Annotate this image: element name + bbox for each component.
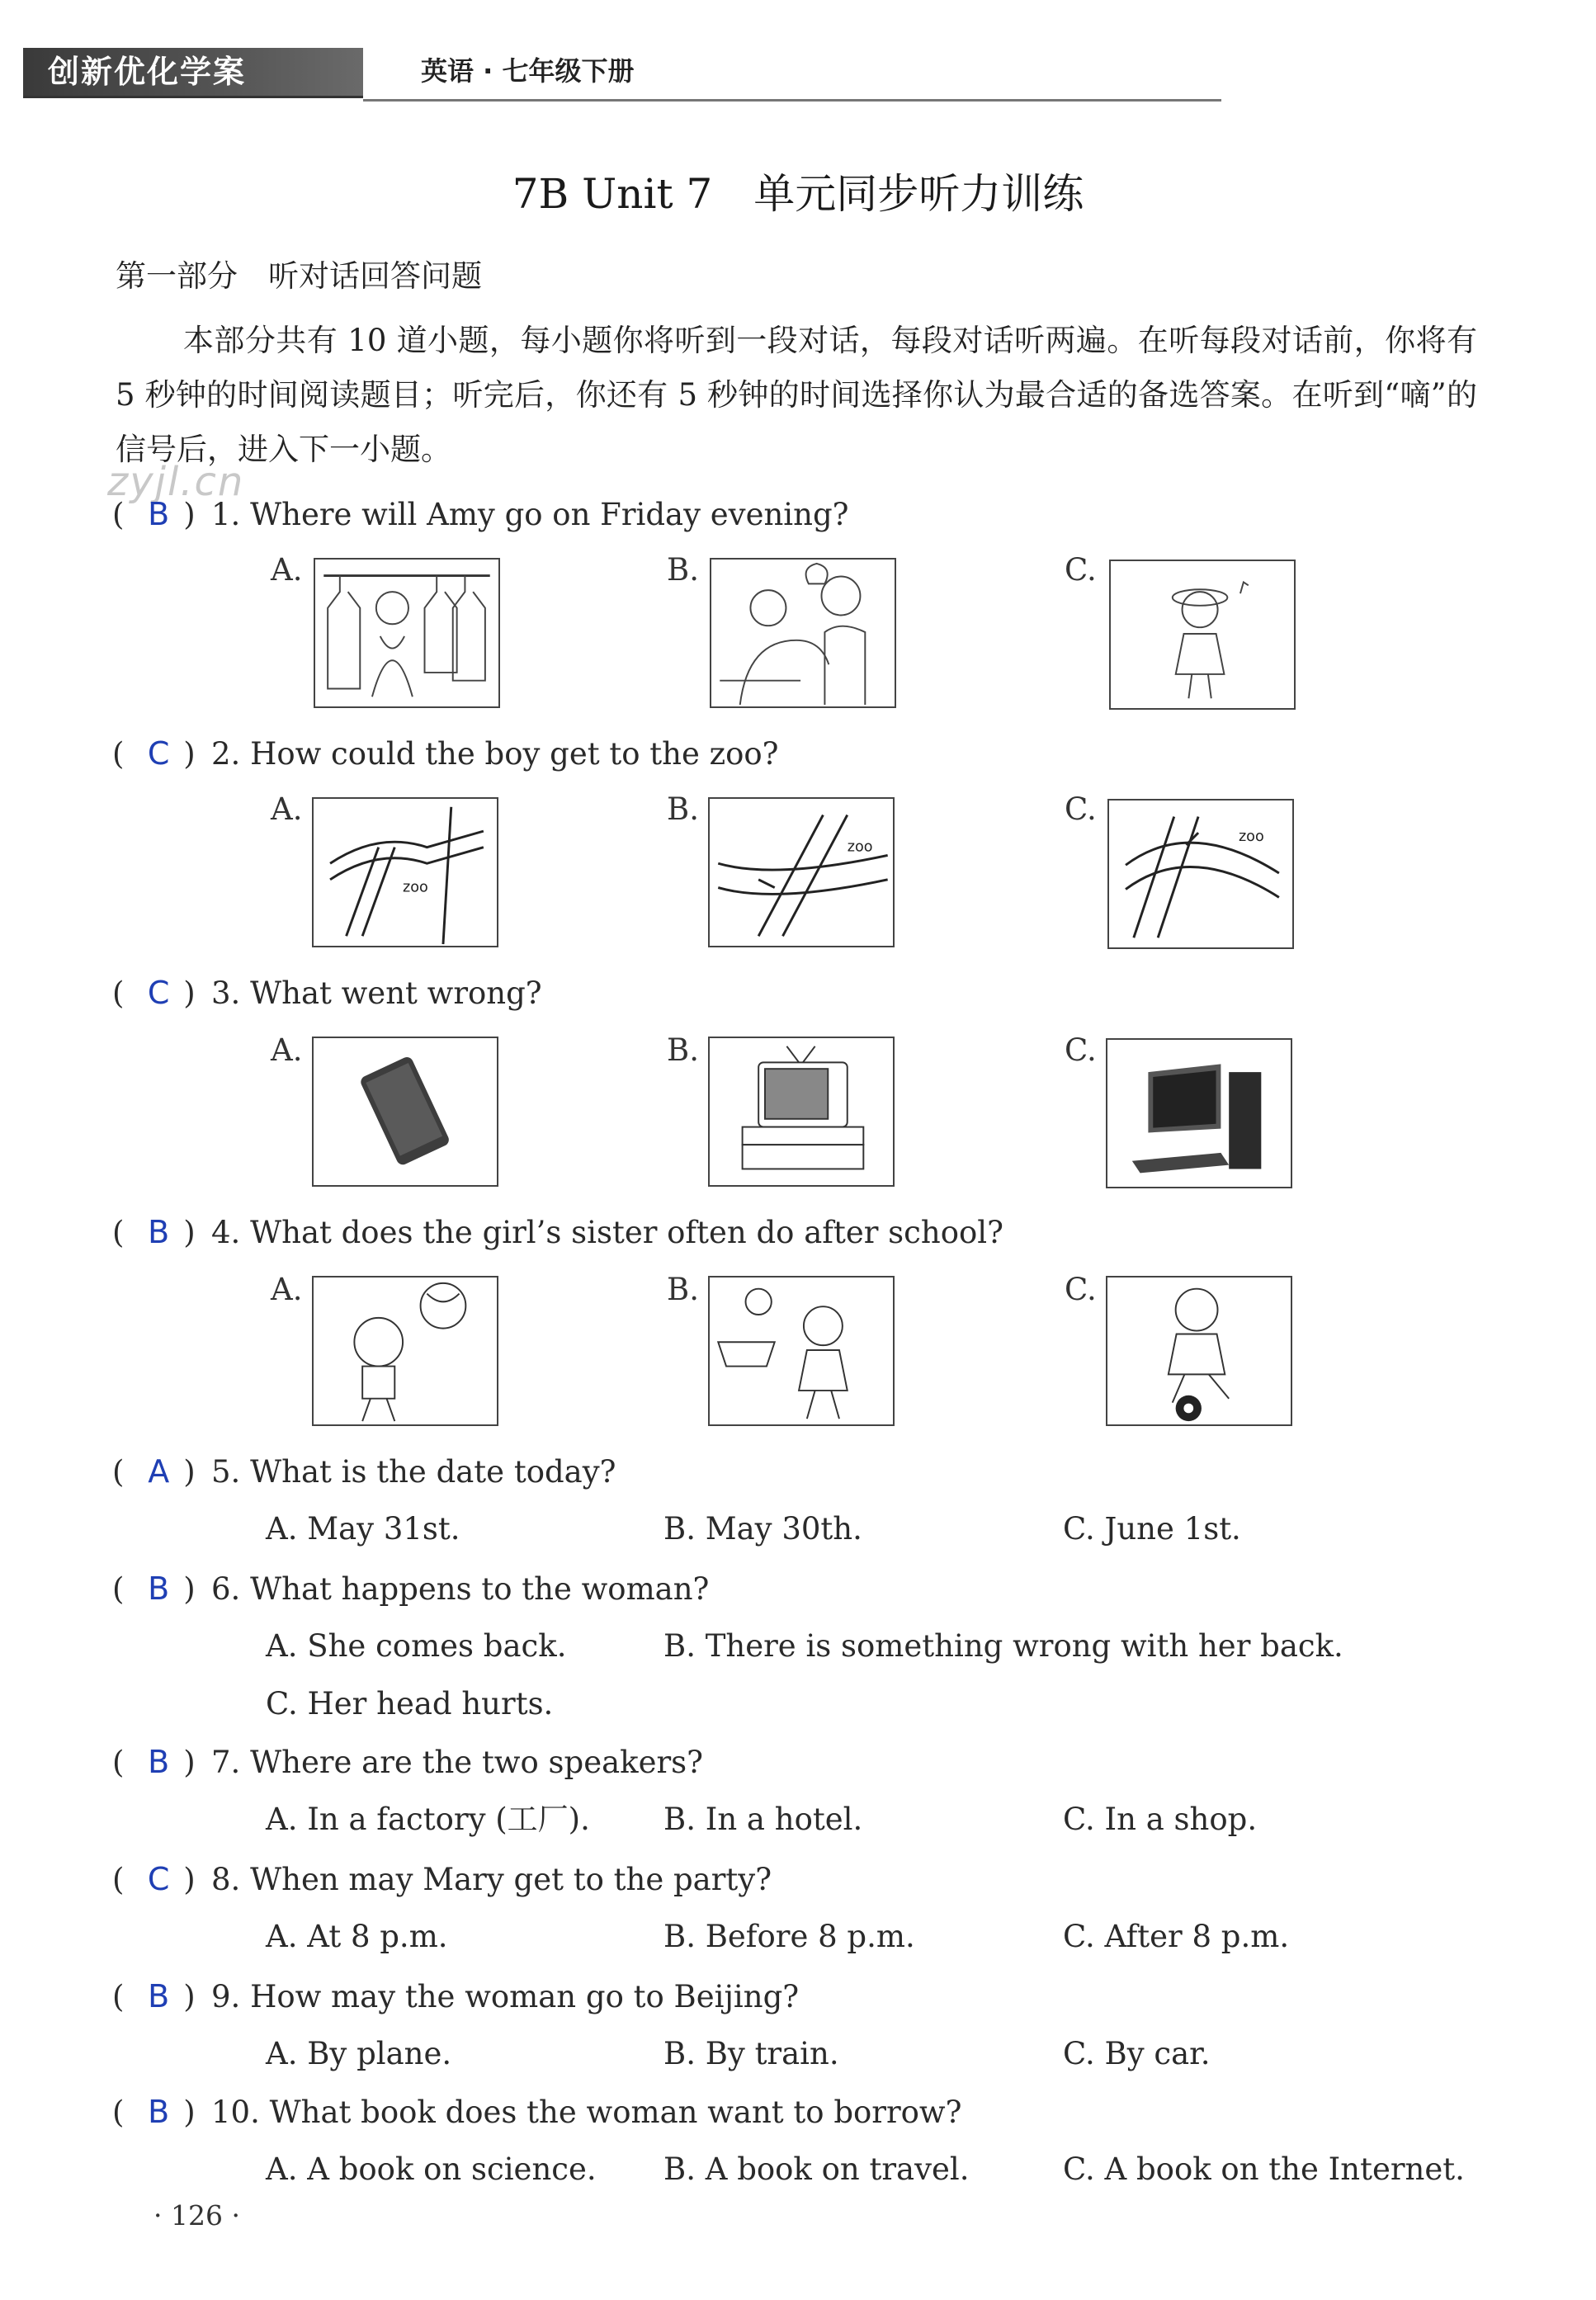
q4-option-b-label: B.	[667, 1272, 699, 1307]
question-8: ( C ) 8. When may Mary get to the party?	[112, 1858, 772, 1901]
q6-option-c: C. Her head hurts.	[266, 1686, 554, 1721]
answer-10: B	[148, 2094, 170, 2130]
svg-text:zoo: zoo	[403, 879, 428, 896]
header-divider	[363, 99, 1221, 102]
answer-5: A	[148, 1453, 170, 1490]
q8-option-a: A. At 8 p.m.	[266, 1919, 448, 1954]
question-7: ( B ) 7. Where are the two speakers?	[112, 1741, 703, 1783]
mobile-phone-icon	[312, 1037, 498, 1187]
football-girl-icon	[1106, 1276, 1292, 1426]
q3-option-b-label: B.	[667, 1032, 699, 1068]
answer-2: C	[147, 735, 170, 772]
answer-3: C	[147, 975, 170, 1011]
basketball-girl-icon	[708, 1276, 895, 1426]
header-divider-dark	[23, 96, 363, 98]
volleyball-girl-icon	[312, 1276, 498, 1426]
question-9: ( B ) 9. How may the woman go to Beijing?	[112, 1976, 799, 2018]
route-map-icon-c	[1107, 799, 1294, 949]
q3-option-a-label: A.	[271, 1032, 303, 1068]
q4-option-c-label: C.	[1065, 1272, 1097, 1307]
answer-7: B	[148, 1744, 170, 1780]
q5-option-a: A. May 31st.	[266, 1511, 460, 1547]
question-1: ( B ) 1. Where will Amy go on Friday evening?	[112, 494, 848, 536]
question-2: ( C ) 2. How could the boy get to the zoo?	[112, 733, 779, 775]
q1-option-b-label: B.	[667, 552, 699, 588]
subject-label: 英语 · 七年级下册	[421, 55, 635, 87]
section-instructions: 本部分共有 10 道小题，每小题你将听到一段对话，每段对话听两遍。在听每段对话前，你将有 5 秒钟的时间阅读题目；听完后，你还有 5 秒钟的时间选择你认为最合适的备选答案。在听到“嘀”的信号后，进入下一小题。	[116, 323, 1477, 467]
q4-option-a-label: A.	[271, 1272, 303, 1307]
route-map-icon-a	[312, 797, 498, 947]
computer-icon	[1106, 1038, 1292, 1188]
question-10: ( B ) 10. What book does the woman want to borrow?	[112, 2091, 961, 2133]
q7-option-a: A. In a factory (工厂).	[266, 1802, 590, 1837]
answer-4: B	[148, 1214, 170, 1250]
q9-option-b: B. By train.	[663, 2036, 839, 2071]
q7-option-b: B. In a hotel.	[663, 1802, 863, 1837]
svg-text:zoo: zoo	[847, 838, 873, 856]
q1-option-a-label: A.	[271, 552, 303, 588]
question-6: ( B ) 6. What happens to the woman?	[112, 1568, 709, 1610]
girl-singing-icon	[1109, 560, 1296, 710]
q5-option-b: B. May 30th.	[663, 1511, 862, 1547]
answer-1: B	[148, 496, 170, 532]
q9-option-c: C. By car.	[1063, 2036, 1211, 2071]
q3-option-c-label: C.	[1065, 1032, 1097, 1068]
answer-9: B	[148, 1978, 170, 2014]
q2-option-c-label: C.	[1065, 791, 1097, 827]
q8-option-b: B. Before 8 p.m.	[663, 1919, 915, 1954]
q6-option-a: A. She comes back.	[266, 1628, 567, 1664]
q10-option-a: A. A book on science.	[266, 2151, 597, 2187]
page-number: · 126 ·	[153, 2199, 240, 2232]
clothes-shop-icon	[314, 558, 500, 708]
q10-option-b: B. A book on travel.	[663, 2151, 970, 2187]
watermark: zyjl.cn	[107, 459, 245, 505]
section-title: 第一部分 听对话回答问题	[116, 258, 482, 294]
answer-8: C	[147, 1861, 170, 1897]
q7-option-c: C. In a shop.	[1063, 1802, 1258, 1837]
q5-option-c: C. June 1st.	[1063, 1511, 1241, 1547]
q9-option-a: A. By plane.	[266, 2036, 452, 2071]
page-title: 7B Unit 7 单元同步听力训练	[512, 170, 1084, 218]
answer-6: B	[148, 1570, 170, 1607]
svg-text:zoo: zoo	[1238, 828, 1264, 845]
route-map-icon-b	[708, 797, 895, 947]
q1-option-c-label: C.	[1065, 552, 1097, 588]
q8-option-c: C. After 8 p.m.	[1063, 1919, 1290, 1954]
q2-option-b-label: B.	[667, 791, 699, 827]
television-icon	[708, 1037, 895, 1187]
question-3: ( C ) 3. What went wrong?	[112, 972, 542, 1014]
brand-logo: 创新优化学案	[48, 54, 247, 90]
q2-option-a-label: A.	[271, 791, 303, 827]
q6-option-b: B. There is something wrong with her back.	[663, 1628, 1343, 1664]
doctor-patient-icon	[710, 558, 896, 708]
question-4: ( B ) 4. What does the girl’s sister often do after school?	[112, 1211, 1003, 1254]
q10-option-c: C. A book on the Internet.	[1063, 2151, 1465, 2187]
question-5: ( A ) 5. What is the date today?	[112, 1451, 616, 1493]
